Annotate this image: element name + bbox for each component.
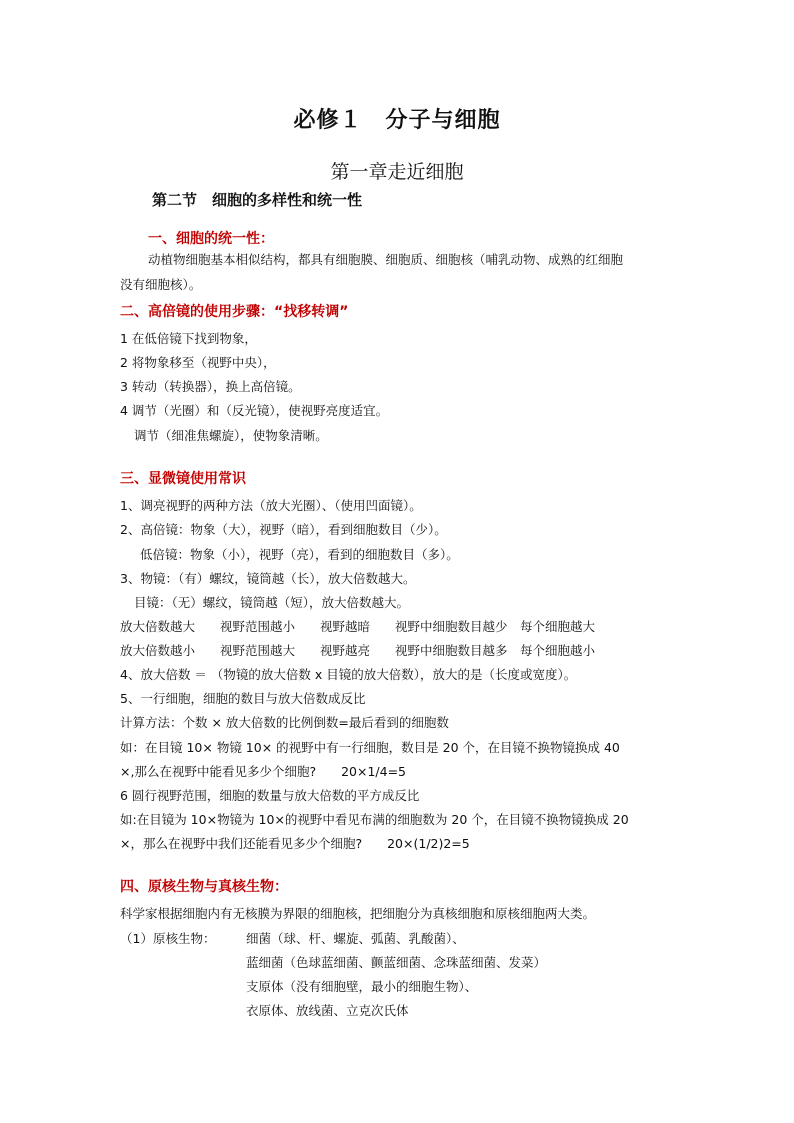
list-item: 调节（细准焦螺旋），使物象清晰。	[134, 428, 328, 443]
list-item: 5、一行细胞，细胞的数目与放大倍数成反比	[120, 691, 366, 706]
list-item: 2、高倍镜：物象（大），视野（暗），看到细胞数目（少）。	[120, 522, 447, 537]
list-item: （1）原核生物：	[120, 931, 216, 946]
list-item: 6 圆行视野范围，细胞的数量与放大倍数的平方成反比	[120, 788, 420, 803]
list-item: 目镜：（无）螺纹，镜筒越（短），放大倍数越大。	[134, 595, 410, 610]
list-item: 2 将物象移至（视野中央），	[120, 355, 276, 370]
list-item: 计算方法：个数 × 放大倍数的比例倒数=最后看到的细胞数	[120, 715, 449, 730]
list-item: 4 调节（光圈）和（反光镜），使视野亮度适宜。	[120, 403, 389, 418]
list-item: 1 在低倍镜下找到物象，	[120, 331, 257, 346]
heading-prokaryote-eukaryote: 四、原核生物与真核生物：	[120, 879, 288, 895]
paragraph-line: 科学家根据细胞内有无核膜为界限的细胞核，把细胞分为真核细胞和原核细胞两大类。	[120, 906, 596, 921]
list-item: 4、放大倍数 ＝ （物镜的放大倍数 x 目镜的放大倍数），放大的是（长度或宽度）。	[120, 667, 577, 682]
chapter-title: 第一章走近细胞	[330, 161, 464, 183]
list-item: 支原体（没有细胞壁，最小的细胞生物）、	[246, 979, 478, 994]
list-item: 蓝细菌（色球蓝细菌、颤蓝细菌、念珠蓝细菌、发菜）	[246, 955, 547, 970]
heading-cell-unity: 一、细胞的统一性：	[148, 231, 274, 247]
section-title: 第二节 细胞的多样性和统一性	[152, 191, 363, 209]
list-item: 3 转动（转换器），换上高倍镜。	[120, 379, 301, 394]
list-item: 如：在目镜 10× 物镜 10× 的视野中有一行细胞，数目是 20 个，在目镜不换物镜换成 40	[120, 740, 620, 755]
comparison-row: 放大倍数越小 视野范围越大 视野越亮 视野中细胞数目越多 每个细胞越小	[120, 643, 596, 658]
list-item: ×,那么在视野中能看见多少个细胞? 20×1/4=5	[120, 764, 407, 779]
list-item: ×，那么在视野中我们还能看见多少个细胞? 20×(1/2)2=5	[120, 836, 470, 851]
list-item: 如:在目镜为 10×物镜为 10×的视野中看见布满的细胞数为 20 个，在目镜不换物镜换成 20	[120, 812, 629, 827]
list-item: 细菌（球、杆、螺旋、弧菌、乳酸菌）、	[246, 931, 465, 946]
list-item: 衣原体、放线菌、立克次氏体	[246, 1003, 409, 1018]
book-title: 必修１ 分子与细胞	[293, 108, 501, 133]
list-item: 3、物镜：（有）螺纹，镜筒越（长），放大倍数越大。	[120, 571, 416, 586]
heading-microscope-knowledge: 三、显微镜使用常识	[120, 471, 246, 487]
paragraph-line: 没有细胞核）。	[120, 277, 202, 292]
list-item: 1、调亮视野的两种方法（放大光圈）、（使用凹面镜）。	[120, 498, 422, 513]
paragraph-line: 动植物细胞基本相似结构，都具有细胞膜、细胞质、细胞核（哺乳动物、成熟的红细胞	[148, 252, 624, 267]
list-item: 低倍镜：物象（小），视野（亮），看到的细胞数目（多）。	[140, 547, 459, 562]
comparison-row: 放大倍数越大 视野范围越小 视野越暗 视野中细胞数目越少 每个细胞越大	[120, 619, 596, 634]
heading-high-power-steps: 二、高倍镜的使用步骤：“找移转调”	[120, 304, 349, 320]
